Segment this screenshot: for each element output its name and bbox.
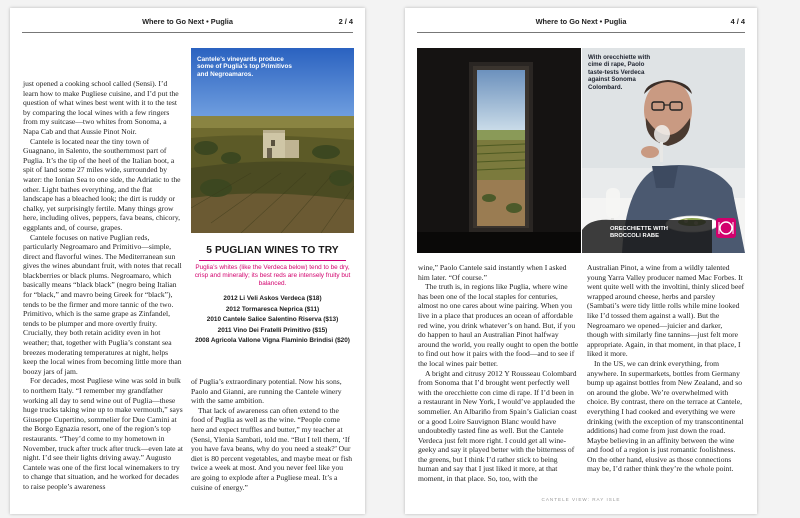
page-number: 4 / 4 [730, 17, 745, 26]
wine-item: 2008 Agricola Vallone Vigna Flaminio Brindisi ($20) [195, 337, 350, 345]
running-head [10, 17, 365, 29]
body-column-1 [418, 263, 579, 484]
wine-item: 2012 Li Veli Askos Verdeca ($18) [223, 295, 322, 302]
vineyard-photo [191, 48, 354, 233]
paragraph: Cantele is located near the tiny town of Guagnano, in Salento, the southernmost part of Puglia. It’s the tip of the heel of the Italian boot, a spit of land some 27 miles wide, surrounded by water: the Ionian Sea to one side, the Adriatic to the other. Light bathes everything, and the flat landscape has a bleached look; the dirt is ruddy or chalky, yet surprisingly fertile. Many things grow here, including olives, peppers, fava beans, chicory, eggplants and, of course, grapes. [23, 136, 181, 232]
paragraph: Cantele focuses on native Puglian reds, particularly Negroamaro and Primitivo—simple, direct and flavorful wines. The Mediterranean sun gives the wines abundant fruit, with notes that recall blackberries or black plums. Negroamaro, which basically means “black black” (negro being Italian for “black,” and mavro being Greek for “black”), tends to be the firmer and more tannic of the two. Primitivo, which is the same grape as Zinfandel, tends to be plumper and more overtly fruity. Crucially, they both retain acidity even in hot weather; that, together with Puglia’s constant sea breezes moderating temperatures at night, helps keep the local wines from becoming little more than boozy jars of jam. [23, 232, 182, 376]
header-rule [417, 32, 745, 33]
sidebar-intro: Puglia’s whites (like the Verdeca below) tend to be dry, crisp and minerally; its best reds are intensely fruity but balanced. [194, 264, 351, 287]
paragraph: The truth is, in regions like Puglia, where wine has been one of the local staples for centuries, almost no one cares about wine pairing. When you live in a place that produces an ocean of affordable red wine, you drink whatever’s on hand. But, if you do happen to haul an Australian Pinot halfway around the world, you really ought to open the bottle to find out how it pairs with the food—and to see if the local wines pair better. [418, 282, 579, 368]
sidebar-rule [199, 260, 346, 261]
section-title: Where to Go Next • Puglia [535, 17, 627, 26]
photo-credit: CANTELE VIEW: RAY ISLE [541, 497, 621, 502]
left-page [10, 8, 365, 514]
tasting-caption: With orecchiette with cime di rape, Paolo taste-tests Verdeca against Sonoma Colombard. [588, 54, 651, 91]
wines-sidebar [191, 245, 354, 347]
right-page [405, 8, 757, 514]
paragraph: wine,” Paolo Cantele said instantly when I asked him later. “Of course.” [418, 263, 567, 282]
body-column-1 [23, 79, 183, 492]
paragraph: of Puglia’s extraordinary potential. Now his sons, Paolo and Gianni, are running the Cantele winery with the same ambition. [191, 377, 342, 406]
header-rule [22, 32, 353, 33]
paragraph: A bright and citrusy 2012 Y Rousseau Colombard from Sonoma that I’d brought went perfectly well with the orecchiette con cime di rape. If I’d been in a restaurant in New York, I would’ve applauded the sommelier. An Albariño from Spain’s Galician coast or a good Loire Sauvignon Blanc would have undoubtedly tasted fine as well. But the Cantele Verdeca just felt more right. I could get all wine-geeky and say it played better with the bitterness of the greens, but I think I’d rather stick to being human and say that I just liked it more, at that moment, in that place. So, too, with the [418, 368, 577, 484]
photo-caption: Cantele’s vineyards produce some of Puglia’s top Primitivos and Negroamaros. [197, 56, 292, 78]
wine-item: 2011 Vino Dei Fratelli Primitivo ($15) [217, 326, 328, 334]
body-column-2 [587, 263, 745, 474]
section-title: Where to Go Next • Puglia [142, 17, 233, 26]
dish-caption: ORECCHIETTE WITH BROCCOLI RABE [610, 226, 668, 239]
body-column-2 [191, 377, 353, 492]
window-view-photo [417, 48, 581, 253]
running-head [405, 17, 757, 29]
paragraph: In the US, we can drink everything, from anywhere. In supermarkets, bottles from Germany bump up against bottles from New Zealand, and so on around the globe. We’re overwhelmed with choice. By contrast, there on the terrace at Cantele, everything I had cooked and everything we were drinking (with the exception of my transcontinental additions) had come from just down the road. Maybe believing in an affinity between the wine and food of a region is just romantic foolishness. On the other hand, elusive as those connections may be, I’d rather think they’re the whole point. [587, 358, 744, 474]
tasting-photo [582, 48, 745, 253]
wine-item: 2010 Cantele Salice Salentino Riserva ($13) [206, 316, 339, 324]
wine-list [191, 294, 354, 347]
paragraph: That lack of awareness can often extend to the food of Puglia as well as the wine. “People come here and expect truffles and butter,” my teacher at (Sensi, Ylenia Sambati, told me. “But I tell them, ‘If you have fava beans, why do you need a steak?’ Our diet is 80 percent vegetables, and maybe meat or fish twice a week at most. And you never feel like you are going to explode after a Pugliese meal. It’s a cuisine of energy.” [191, 405, 353, 492]
wine-item: 2012 Tormaresca Neprica ($11) [225, 305, 320, 313]
paragraph: Australian Pinot, a wine from a wildly talented young Yarra Valley producer named Mac Forbes. It went quite well with the involtini, thinly sliced beef wrapped around cheese, herbs and parsley (Sambati’s were tidy little rolls while mine looked like I’d tossed them against a wall). But the Negroamaro we opened—juicier and darker, though with similarly fine tannins—just felt more appropriate. Again, in that moment, in that place, I liked it more. [587, 263, 745, 359]
plate-icon [716, 218, 736, 238]
paragraph: For decades, most Pugliese wine was sold in bulk to northern Italy. “I remember my grandfather working all day to send wine out of Puglia—these huge trucks taking wine up to make vermouth,” says Giuseppe Cupertino, sommelier for Due Camini at the Borgo Egnazia resort, one of the region’s top restaurants. “They’d come to my hometown in November, truck after truck after truck—even late at night. I’d see their lights driving away.” Augusto Cantele was one of the first local winemakers to try to change that situation, and he worked for decades to raise people’s awareness [23, 376, 183, 491]
sidebar-title: 5 PUGLIAN WINES TO TRY [206, 245, 339, 256]
page-number: 2 / 4 [338, 17, 353, 26]
paragraph: just opened a cooking school called (Sensi). I’d learn how to make Pugliese cuisine, and I’d put the question of what wines best went with it to the test by comparing the local wines with a few ringers from my suitcase—two whites from Sonoma, a Napa Cab and that Aussie Pinot Noir. [23, 79, 179, 136]
